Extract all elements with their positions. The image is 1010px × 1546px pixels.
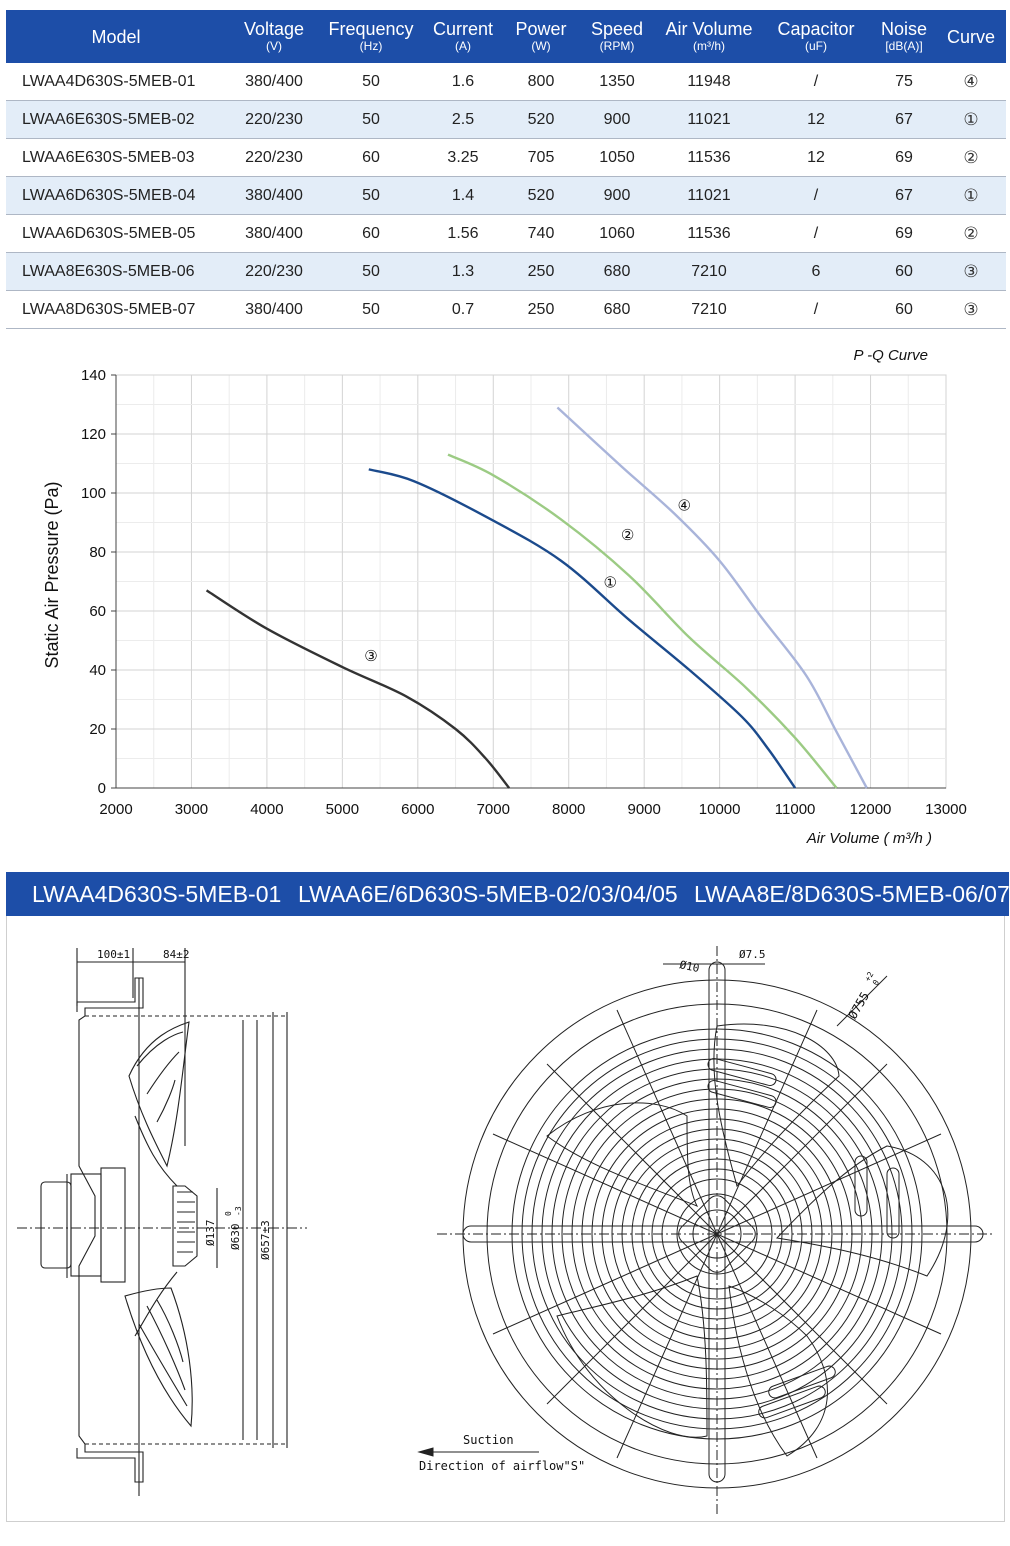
cell-power: 520 bbox=[506, 177, 576, 215]
col-air-volume bbox=[658, 10, 760, 63]
cell-voltage: 220/230 bbox=[226, 139, 322, 177]
cell-noise: 60 bbox=[872, 253, 936, 291]
x-tick-label: 5000 bbox=[325, 801, 360, 818]
col-voltage bbox=[226, 10, 322, 63]
x-tick-label: 4000 bbox=[250, 801, 284, 818]
cell-curve: ③ bbox=[936, 291, 1006, 329]
cell-curve: ④ bbox=[936, 63, 1006, 101]
dim-755-tol-top: +2 bbox=[862, 970, 876, 983]
y-tick-label: 60 bbox=[89, 603, 106, 620]
cell-current: 1.56 bbox=[420, 215, 506, 253]
cell-model: LWAA6D630S-5MEB-05 bbox=[6, 215, 226, 253]
cell-power: 250 bbox=[506, 291, 576, 329]
x-tick-label: 6000 bbox=[401, 801, 435, 818]
x-tick-label: 10000 bbox=[698, 801, 741, 818]
cell-power: 520 bbox=[506, 101, 576, 139]
cell-curve: ① bbox=[936, 101, 1006, 139]
cell-voltage: 380/400 bbox=[226, 291, 322, 329]
banner-model-2: LWAA6E/6D630S-5MEB-02/03/04/05 bbox=[298, 881, 678, 907]
grid-lines bbox=[111, 375, 946, 788]
header-row bbox=[6, 10, 1006, 63]
y-tick-label: 40 bbox=[89, 662, 106, 679]
table-row bbox=[6, 215, 1006, 253]
cell-voltage: 220/230 bbox=[226, 101, 322, 139]
dim-84: 84±2 bbox=[163, 948, 190, 961]
dim-10: Ø10 bbox=[678, 958, 701, 976]
col-curve bbox=[936, 10, 1006, 63]
cell-voltage: 380/400 bbox=[226, 215, 322, 253]
cell-frequency: 50 bbox=[322, 291, 420, 329]
series-label-4: ④ bbox=[677, 497, 691, 515]
cell-noise: 75 bbox=[872, 63, 936, 101]
y-tick-label: 0 bbox=[97, 780, 106, 797]
cell-voltage: 380/400 bbox=[226, 63, 322, 101]
series-label-3: ③ bbox=[364, 648, 378, 666]
dim-137: Ø137 bbox=[204, 1219, 217, 1246]
table-row bbox=[6, 177, 1006, 215]
cell-speed: 1050 bbox=[576, 139, 658, 177]
cell-capacitor: / bbox=[760, 63, 872, 101]
cell-air-volume: 11948 bbox=[658, 63, 760, 101]
header-label: Air Volume bbox=[665, 19, 753, 39]
table-row bbox=[6, 253, 1006, 291]
cell-speed: 1060 bbox=[576, 215, 658, 253]
header-label: Current bbox=[432, 19, 494, 39]
table-row bbox=[6, 101, 1006, 139]
cell-air-volume: 11021 bbox=[658, 177, 760, 215]
y-tick-label: 80 bbox=[89, 544, 106, 561]
y-tick-label: 140 bbox=[80, 367, 106, 384]
cell-noise: 69 bbox=[872, 215, 936, 253]
header-unit: (m³/h) bbox=[693, 39, 725, 53]
cell-speed: 1350 bbox=[576, 63, 658, 101]
dim-657: Ø657±3 bbox=[259, 1220, 272, 1260]
cell-air-volume: 7210 bbox=[658, 253, 760, 291]
cell-curve: ③ bbox=[936, 253, 1006, 291]
header-label: Capacitor bbox=[777, 19, 855, 39]
dim-755: Ø755 bbox=[845, 989, 873, 1022]
series-label-1: ① bbox=[603, 574, 617, 592]
cell-power: 705 bbox=[506, 139, 576, 177]
front-view-drawing bbox=[407, 916, 997, 1522]
x-tick-labels bbox=[99, 801, 967, 818]
header-label: Curve bbox=[946, 26, 995, 47]
cell-current: 1.4 bbox=[420, 177, 506, 215]
cell-voltage: 220/230 bbox=[226, 253, 322, 291]
spec-table-header bbox=[6, 10, 1006, 63]
dim-755-tol-bottom: 0 bbox=[870, 978, 882, 987]
cell-current: 1.3 bbox=[420, 253, 506, 291]
header-unit: (V) bbox=[266, 39, 282, 53]
cell-model: LWAA6D630S-5MEB-04 bbox=[6, 177, 226, 215]
y-tick-label: 100 bbox=[80, 485, 106, 502]
chart-title: P -Q Curve bbox=[853, 347, 928, 364]
table-row bbox=[6, 63, 1006, 101]
y-tick-label: 20 bbox=[89, 721, 106, 738]
cell-speed: 900 bbox=[576, 101, 658, 139]
x-tick-label: 8000 bbox=[552, 801, 586, 818]
suction-label: Suction bbox=[463, 1433, 514, 1447]
banner-model-1: LWAA4D630S-5MEB-01 bbox=[32, 881, 282, 907]
cell-noise: 67 bbox=[872, 177, 936, 215]
header-label: Frequency bbox=[328, 19, 414, 39]
x-tick-label: 2000 bbox=[99, 801, 133, 818]
x-tick-label: 11000 bbox=[774, 801, 816, 818]
dim-630: Ø630 bbox=[229, 1223, 242, 1250]
series-label-2: ② bbox=[620, 527, 635, 545]
x-tick-label: 13000 bbox=[925, 801, 967, 818]
x-tick-label: 9000 bbox=[627, 801, 661, 818]
header-unit: (A) bbox=[455, 39, 471, 53]
cell-model: LWAA6E630S-5MEB-03 bbox=[6, 139, 226, 177]
series-lines bbox=[207, 407, 867, 788]
cell-air-volume: 11536 bbox=[658, 215, 760, 253]
spec-table-body bbox=[6, 63, 1006, 329]
cell-voltage: 380/400 bbox=[226, 177, 322, 215]
cell-curve: ① bbox=[936, 177, 1006, 215]
cell-frequency: 50 bbox=[322, 63, 420, 101]
header-unit: (uF) bbox=[805, 39, 827, 53]
cell-air-volume: 11536 bbox=[658, 139, 760, 177]
cell-current: 3.25 bbox=[420, 139, 506, 177]
header-unit: [dB(A)] bbox=[885, 39, 923, 53]
cell-capacitor: 12 bbox=[760, 101, 872, 139]
cell-frequency: 60 bbox=[322, 215, 420, 253]
pq-curve-chart bbox=[0, 336, 1010, 856]
cell-capacitor: 12 bbox=[760, 139, 872, 177]
cell-frequency: 50 bbox=[322, 177, 420, 215]
cell-model: LWAA8E630S-5MEB-06 bbox=[6, 253, 226, 291]
cell-frequency: 50 bbox=[322, 101, 420, 139]
header-label: Power bbox=[515, 19, 567, 39]
cell-noise: 67 bbox=[872, 101, 936, 139]
airflow-label: Direction of airflow"S" bbox=[419, 1459, 586, 1473]
cell-model: LWAA8D630S-5MEB-07 bbox=[6, 291, 226, 329]
cell-frequency: 50 bbox=[322, 253, 420, 291]
drawing-panel bbox=[6, 916, 1005, 1522]
dim-630-tol-top: 0 bbox=[224, 1211, 233, 1216]
col-capacitor bbox=[760, 10, 872, 63]
cell-capacitor: / bbox=[760, 177, 872, 215]
dim-100: 100±1 bbox=[97, 948, 131, 961]
side-view-drawing bbox=[7, 916, 347, 1522]
header-unit: (W) bbox=[531, 39, 551, 53]
y-tick-labels bbox=[81, 367, 106, 797]
header-label: Voltage bbox=[243, 19, 305, 39]
cell-current: 1.6 bbox=[420, 63, 506, 101]
header-unit: (Hz) bbox=[359, 39, 383, 53]
cell-curve: ② bbox=[936, 139, 1006, 177]
cell-power: 250 bbox=[506, 253, 576, 291]
col-power bbox=[506, 10, 576, 63]
x-tick-label: 7000 bbox=[476, 801, 510, 818]
cell-power: 800 bbox=[506, 63, 576, 101]
spec-table bbox=[6, 10, 1006, 329]
col-model bbox=[6, 10, 226, 63]
col-frequency bbox=[322, 10, 420, 63]
cell-noise: 60 bbox=[872, 291, 936, 329]
cell-capacitor: / bbox=[760, 215, 872, 253]
cell-model: LWAA4D630S-5MEB-01 bbox=[6, 63, 226, 101]
header-label: Speed bbox=[590, 19, 644, 39]
cell-capacitor: / bbox=[760, 291, 872, 329]
y-tick-label: 120 bbox=[80, 426, 106, 443]
cell-model: LWAA6E630S-5MEB-02 bbox=[6, 101, 226, 139]
cell-air-volume: 11021 bbox=[658, 101, 760, 139]
col-speed bbox=[576, 10, 658, 63]
x-tick-label: 12000 bbox=[849, 801, 892, 818]
cell-current: 0.7 bbox=[420, 291, 506, 329]
x-axis-label: Air Volume ( m³/h ) bbox=[806, 830, 932, 847]
table-row bbox=[6, 139, 1006, 177]
cell-frequency: 60 bbox=[322, 139, 420, 177]
cell-capacitor: 6 bbox=[760, 253, 872, 291]
cell-speed: 900 bbox=[576, 177, 658, 215]
y-axis-label: Static Air Pressure (Pa) bbox=[42, 481, 62, 669]
header-label: Noise bbox=[880, 19, 928, 39]
cell-air-volume: 7210 bbox=[658, 291, 760, 329]
cell-noise: 69 bbox=[872, 139, 936, 177]
model-banner bbox=[6, 872, 1009, 916]
series-line-2 bbox=[448, 455, 837, 788]
cell-speed: 680 bbox=[576, 291, 658, 329]
col-noise bbox=[872, 10, 936, 63]
cell-speed: 680 bbox=[576, 253, 658, 291]
header-unit: (RPM) bbox=[599, 39, 635, 53]
cell-power: 740 bbox=[506, 215, 576, 253]
header-label: Model bbox=[91, 26, 141, 47]
col-current bbox=[420, 10, 506, 63]
table-row bbox=[6, 291, 1006, 329]
cell-current: 2.5 bbox=[420, 101, 506, 139]
banner-model-3: LWAA8E/8D630S-5MEB-06/07 bbox=[694, 881, 1010, 907]
dim-630-tol-bottom: -3 bbox=[234, 1206, 243, 1216]
series-line-1 bbox=[369, 469, 795, 788]
cell-curve: ② bbox=[936, 215, 1006, 253]
x-tick-label: 3000 bbox=[174, 801, 209, 818]
dim-7-5: Ø7.5 bbox=[739, 948, 766, 961]
